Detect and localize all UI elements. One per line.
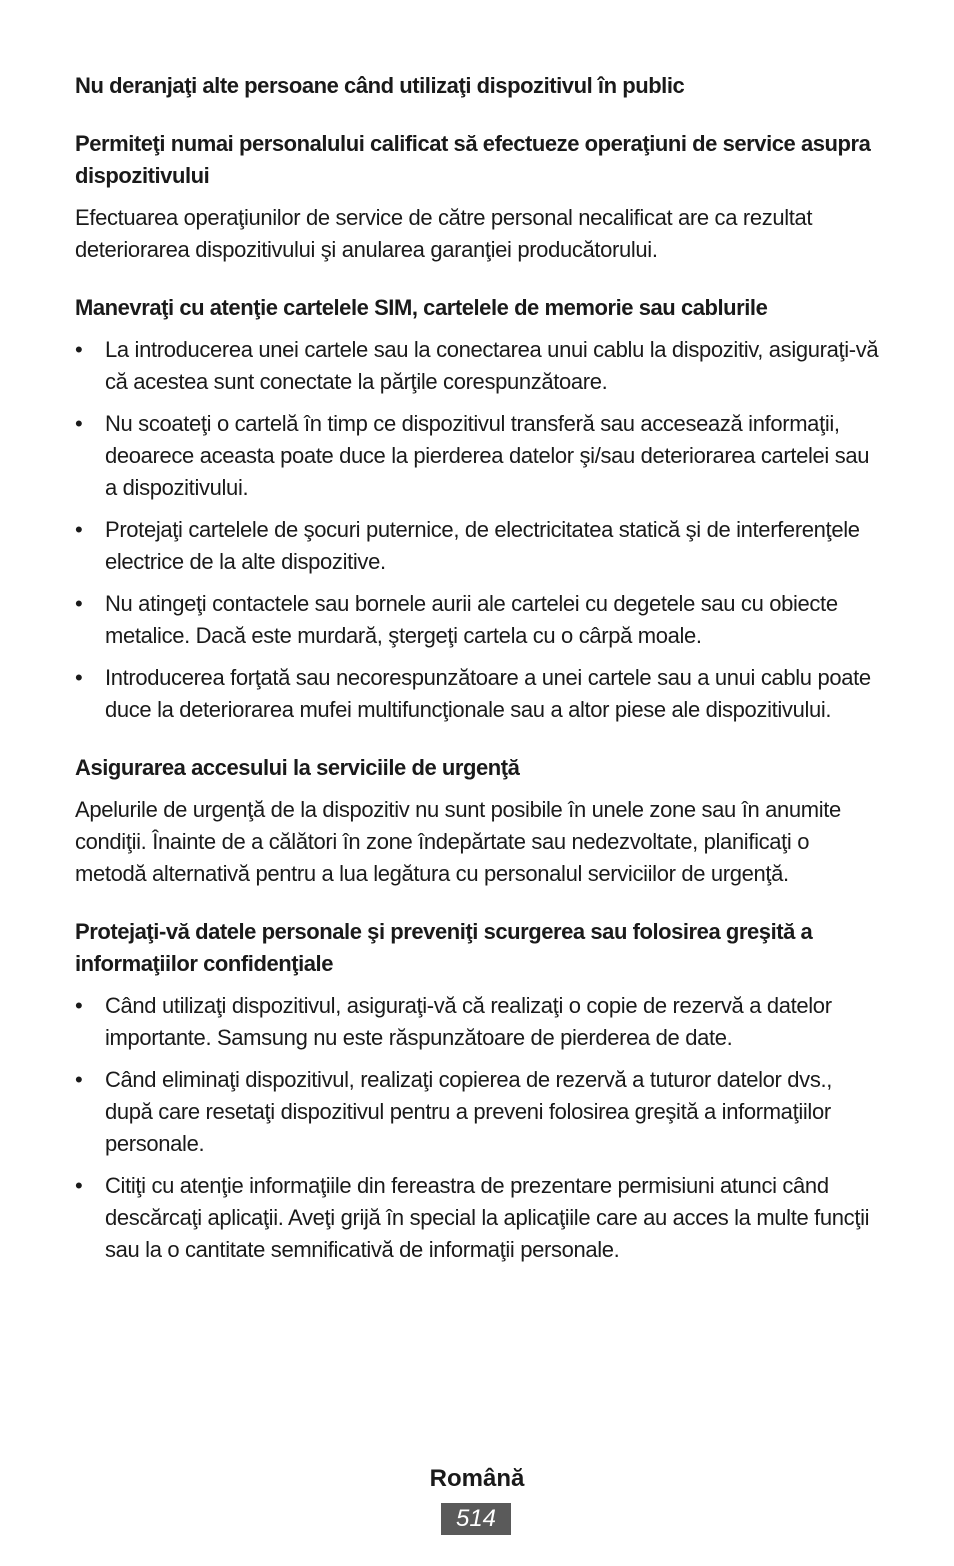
list-item-text: Introducerea forţată sau necorespunzătoare a unei cartele sau a unui cablu poate duce la deteriorarea mufei multifuncţionale sau a altor piese ale dispozitivului. [105, 665, 871, 722]
list-item [75, 662, 885, 726]
list-item [75, 408, 885, 504]
list-item [75, 990, 885, 1054]
section-heading: Protejaţi-vă datele personale şi preveniţi scurgerea sau folosirea greşită a informaţiilor confidenţiale [75, 919, 813, 976]
footer-language: Română [429, 1465, 525, 1492]
list-item-text: Nu scoateţi o cartelă în timp ce dispozitivul transferă sau accesează informaţii, deoarece aceasta poate duce la pierderea datelor şi/sau deteriorarea cartelei sau a dispozitivului. [105, 411, 870, 500]
list-item-text: Protejaţi cartelele de şocuri puternice, de electricitatea statică şi de interferenţele electrice de la alte dispozitive. [105, 517, 860, 574]
list-item [75, 1064, 885, 1160]
section-heading: Manevraţi cu atenţie cartelele SIM, cartelele de memorie sau cablurile [75, 295, 768, 320]
bullet-icon: • [75, 517, 83, 542]
section-qualified-service [75, 128, 885, 266]
document-body [75, 70, 885, 1266]
bullet-list [75, 990, 885, 1266]
bullet-icon: • [75, 337, 83, 362]
bullet-icon: • [75, 1067, 83, 1092]
list-item-text: La introducerea unei cartele sau la conectarea unui cablu la dispozitiv, asiguraţi-vă că acestea sunt conectate la părţile corespunzătoare. [105, 337, 879, 394]
section-heading: Asigurarea accesului la serviciile de urgenţă [75, 755, 520, 780]
list-item-text: Nu atingeţi contactele sau bornele aurii ale cartelei cu degetele sau cu obiecte metalice. Dacă este murdară, ştergeţi cartela cu o cârpă moale. [105, 591, 838, 648]
bullet-icon: • [75, 665, 83, 690]
section-cards-cables [75, 292, 885, 726]
list-item-text: Citiţi cu atenţie informaţiile din fereastra de prezentare permisiuni atunci când descărcaţi aplicaţii. Aveţi grijă în special la aplicaţiile care au acces la multe funcţii sau la o cantitate semnificativă de informaţii personale. [105, 1173, 870, 1262]
list-item [75, 588, 885, 652]
list-item-text: Când eliminaţi dispozitivul, realizaţi copierea de rezervă a tuturor datelor dvs., după care resetaţi dispozitivul pentru a preveni folosirea greşită a informaţiilor personale. [105, 1067, 833, 1156]
section-paragraph: Apelurile de urgenţă de la dispozitiv nu sunt posibile în unele zone sau în anumite condiţii. Înainte de a călători în zone îndepărtate sau nedezvoltate, planificaţi o metodă alternativă pentru a lua legătura cu personalul serviciilor de urgenţă. [75, 797, 841, 886]
bullet-icon: • [75, 993, 83, 1018]
section-public-use [75, 70, 885, 102]
section-personal-data [75, 916, 885, 1266]
bullet-icon: • [75, 411, 83, 436]
list-item [75, 334, 885, 398]
section-paragraph: Efectuarea operaţiunilor de service de către personal necalificat are ca rezultat deteriorarea dispozitivului şi anularea garanţiei producătorului. [75, 205, 813, 262]
bullet-list [75, 334, 885, 726]
bullet-icon: • [75, 591, 83, 616]
section-heading: Permiteţi numai personalului calificat să efectueze operaţiuni de service asupra dispozitivului [75, 131, 871, 188]
section-emergency-services [75, 752, 885, 890]
page-number: 514 [441, 1503, 511, 1535]
bullet-icon: • [75, 1173, 83, 1198]
section-heading: Nu deranjaţi alte persoane când utilizaţi dispozitivul în public [75, 73, 685, 98]
list-item [75, 1170, 885, 1266]
list-item [75, 514, 885, 578]
list-item-text: Când utilizaţi dispozitivul, asiguraţi-vă că realizaţi o copie de rezervă a datelor importante. Samsung nu este răspunzătoare de pierderea de date. [105, 993, 832, 1050]
